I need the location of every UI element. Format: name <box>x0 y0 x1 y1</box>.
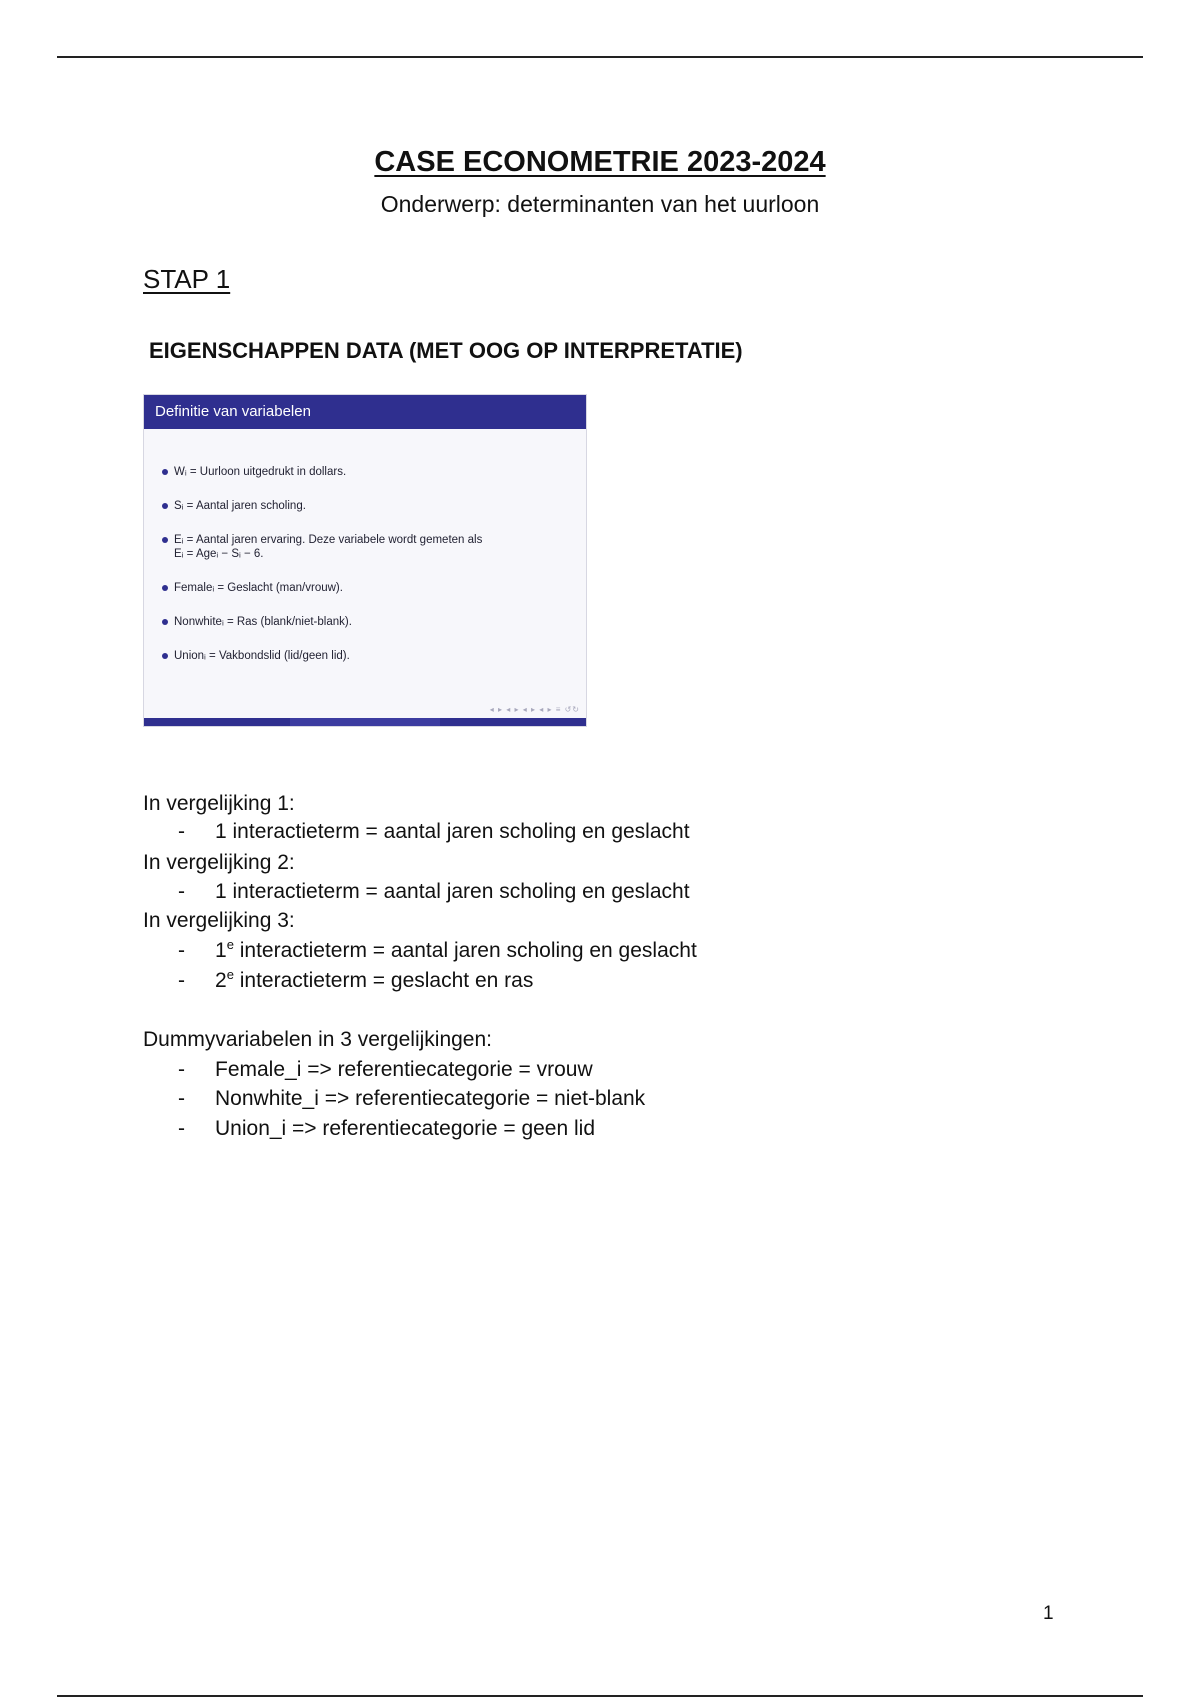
slide-image <box>143 394 587 727</box>
equation-1-item: - 1 interactieterm = aantal jaren scholing en geslacht <box>178 820 690 843</box>
step-heading: STAP 1 <box>143 264 231 294</box>
slide-variable-list <box>144 429 586 663</box>
bullet-dot-icon <box>162 619 168 625</box>
slide-item-schooling: Sᵢ = Aantal jaren scholing. <box>174 499 586 513</box>
bullet-dot-icon <box>162 537 168 543</box>
bullet-dot-icon <box>162 503 168 509</box>
dummy-item-female: - Female_i => referentiecategorie = vrouw <box>178 1058 593 1081</box>
slide-footer-bar <box>144 718 586 726</box>
equation-3-label: In vergelijking 3: <box>143 909 295 932</box>
bullet-dot-icon <box>162 653 168 659</box>
page-number: 1 <box>1043 1603 1054 1624</box>
dummy-item-nonwhite: - Nonwhite_i => referentiecategorie = niet-blank <box>178 1087 646 1110</box>
section-heading: EIGENSCHAPPEN DATA (MET OOG OP INTERPRETATIE) <box>149 338 743 363</box>
equation-3-item-1: - 1e interactieterm = aantal jaren scholing en geslacht <box>178 937 697 962</box>
dummy-variables-label: Dummyvariabelen in 3 vergelijkingen: <box>143 1028 493 1051</box>
bullet-dot-icon <box>162 585 168 591</box>
slide-header: Definitie van variabelen <box>144 395 586 429</box>
bullet-dot-icon <box>162 469 168 475</box>
slide-item-experience: Eᵢ = Aantal jaren ervaring. Deze variabele wordt gemeten als Eᵢ = Ageᵢ − Sᵢ − 6. <box>174 533 586 561</box>
equation-3-item-2: - 2e interactieterm = geslacht en ras <box>178 967 534 992</box>
slide-item-wage: Wᵢ = Uurloon uitgedrukt in dollars. <box>174 465 586 479</box>
slide-item-female: Femaleᵢ = Geslacht (man/vrouw). <box>174 581 586 595</box>
dummy-item-union: - Union_i => referentiecategorie = geen lid <box>178 1117 596 1140</box>
equation-2-label: In vergelijking 2: <box>143 851 295 874</box>
slide-item-nonwhite: Nonwhiteᵢ = Ras (blank/niet-blank). <box>174 615 586 629</box>
bottom-rule <box>57 1695 1143 1697</box>
equation-2-item: - 1 interactieterm = aantal jaren scholing en geslacht <box>178 880 690 903</box>
slide-item-union: Unionᵢ = Vakbondslid (lid/geen lid). <box>174 649 586 663</box>
equation-1-label: In vergelijking 1: <box>143 792 295 815</box>
slide-navigation-icons: ◂ ▸ ◂ ▸ ◂ ▸ ◂ ▸ ≡ ↺↻ <box>489 705 580 714</box>
top-rule <box>57 56 1143 58</box>
document-title: CASE ECONOMETRIE 2023-2024 <box>374 146 826 178</box>
document-subtitle: Onderwerp: determinanten van het uurloon <box>380 191 820 217</box>
